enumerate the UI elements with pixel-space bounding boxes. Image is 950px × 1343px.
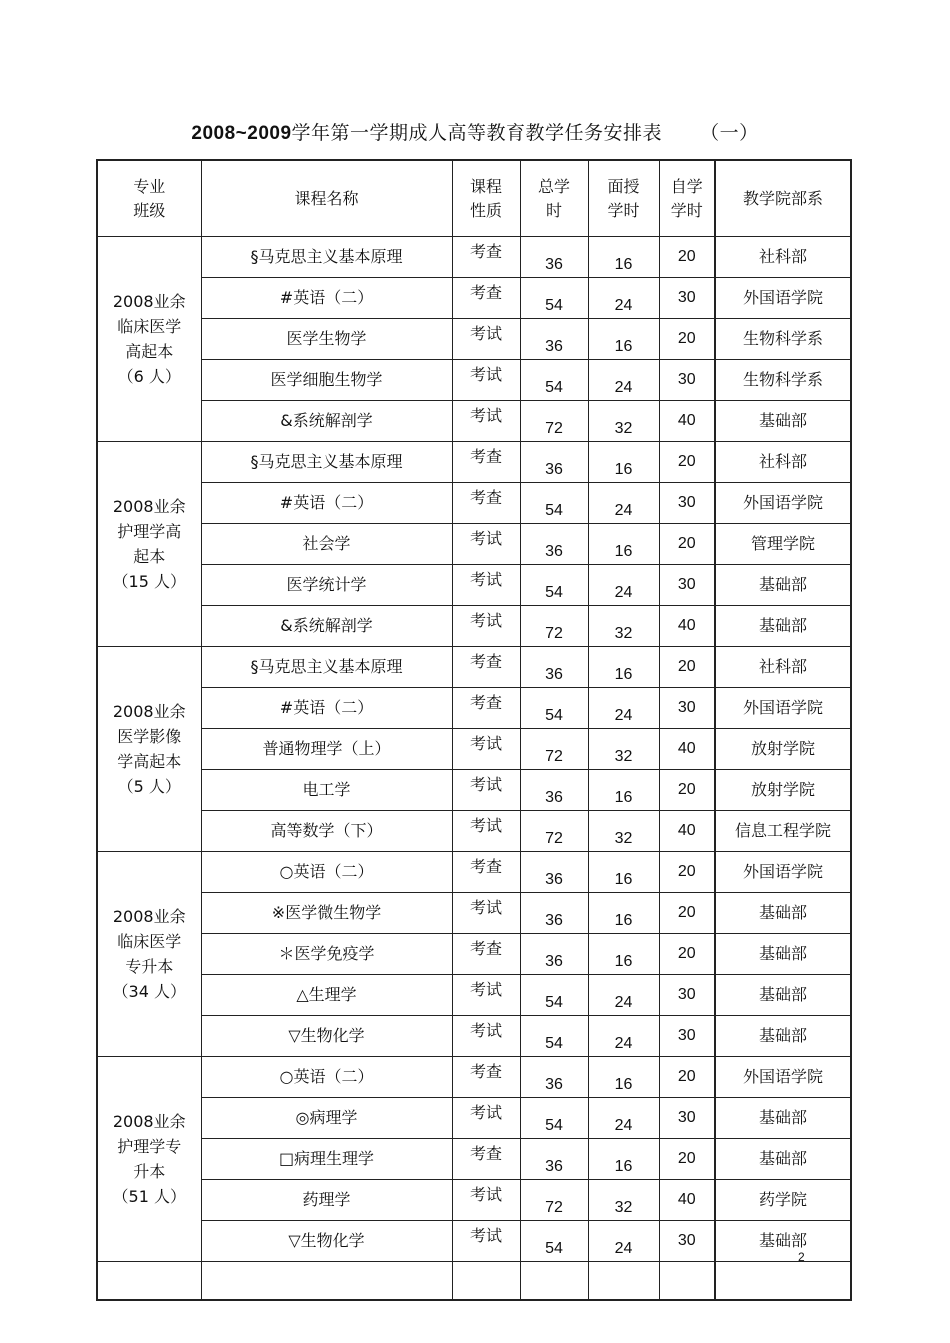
teaching-task-table [96, 159, 852, 1301]
self-study-hours-cell: 20 [659, 237, 715, 278]
department-cell: 基础部 [715, 893, 851, 934]
department-cell: 外国语学院 [715, 483, 851, 524]
table-row [97, 1221, 851, 1262]
self-study-hours-cell: 40 [659, 401, 715, 442]
class-cell [97, 442, 201, 647]
lecture-hours-cell: 16 [588, 893, 659, 934]
class-line: 2008业余 [112, 292, 186, 311]
course-name-cell: ▽生物化学 [201, 1221, 452, 1262]
self-study-hours-cell: 30 [659, 278, 715, 319]
total-hours-cell: 36 [520, 893, 588, 934]
course-name-cell: 社会学 [201, 524, 452, 565]
course-name-cell: ○英语（二） [201, 1057, 452, 1098]
class-line: （5 人） [117, 777, 181, 796]
self-study-hours-cell: 20 [659, 524, 715, 565]
course-nature-cell: 考试 [452, 319, 520, 360]
table-row [97, 647, 851, 688]
total-hours-cell: 36 [520, 1139, 588, 1180]
course-name-cell: &系统解剖学 [201, 401, 452, 442]
lecture-hours-cell: 32 [588, 811, 659, 852]
course-name-cell: #英语（二） [201, 278, 452, 319]
course-name-cell: #英语（二） [201, 688, 452, 729]
total-hours-cell: 36 [520, 1057, 588, 1098]
lecture-hours-cell: 24 [588, 1016, 659, 1057]
empty-cell [97, 1262, 201, 1301]
table-row [97, 237, 851, 278]
self-study-hours-cell: 30 [659, 975, 715, 1016]
total-hours-cell: 36 [520, 442, 588, 483]
total-hours-cell: 54 [520, 688, 588, 729]
class-line: 医学影像 [117, 727, 182, 746]
total-hours-cell: 54 [520, 565, 588, 606]
total-hours-cell: 36 [520, 319, 588, 360]
course-nature-cell: 考查 [452, 852, 520, 893]
course-name-cell: ＊医学免疫学 [201, 934, 452, 975]
table-row [97, 934, 851, 975]
lecture-hours-cell: 16 [588, 852, 659, 893]
department-cell: 放射学院 [715, 729, 851, 770]
total-hours-cell: 54 [520, 1221, 588, 1262]
table-row [97, 811, 851, 852]
lecture-hours-cell: 16 [588, 524, 659, 565]
lecture-hours-cell: 24 [588, 1221, 659, 1262]
total-hours-cell: 72 [520, 1180, 588, 1221]
table-row [97, 278, 851, 319]
class-line: 护理学专 [117, 1137, 182, 1156]
department-cell: 管理学院 [715, 524, 851, 565]
lecture-hours-cell: 24 [588, 688, 659, 729]
self-study-hours-cell: 40 [659, 729, 715, 770]
department-cell: 社科部 [715, 647, 851, 688]
department-cell: 社科部 [715, 442, 851, 483]
course-nature-cell: 考试 [452, 1221, 520, 1262]
course-name-cell: ▽生物化学 [201, 1016, 452, 1057]
total-hours-cell: 36 [520, 770, 588, 811]
department-cell: 基础部 [715, 565, 851, 606]
lecture-hours-cell: 24 [588, 565, 659, 606]
course-nature-cell: 考查 [452, 442, 520, 483]
course-nature-cell: 考查 [452, 1057, 520, 1098]
course-name-cell: §马克思主义基本原理 [201, 237, 452, 278]
department-cell: 基础部 [715, 975, 851, 1016]
course-nature-cell: 考试 [452, 770, 520, 811]
course-name-cell: △生理学 [201, 975, 452, 1016]
self-study-hours-cell: 20 [659, 893, 715, 934]
total-hours-cell: 54 [520, 278, 588, 319]
self-study-hours-cell: 30 [659, 483, 715, 524]
department-cell: 外国语学院 [715, 852, 851, 893]
table-row [97, 442, 851, 483]
table-row [97, 524, 851, 565]
lecture-hours-cell: 32 [588, 729, 659, 770]
class-line: 高起本 [125, 342, 174, 361]
total-hours-cell: 36 [520, 524, 588, 565]
lecture-hours-cell: 16 [588, 442, 659, 483]
empty-cell [588, 1262, 659, 1301]
class-line: 临床医学 [117, 317, 182, 336]
empty-cell [715, 1262, 851, 1301]
lecture-hours-cell: 16 [588, 237, 659, 278]
department-cell: 基础部 [715, 934, 851, 975]
title-main: 学年第一学期成人高等教育教学任务安排表 [291, 122, 663, 144]
course-name-cell: §马克思主义基本原理 [201, 442, 452, 483]
lecture-hours-cell: 16 [588, 770, 659, 811]
course-nature-cell: 考试 [452, 524, 520, 565]
table-row [97, 770, 851, 811]
self-study-hours-cell: 20 [659, 319, 715, 360]
total-hours-cell: 72 [520, 811, 588, 852]
self-study-hours-cell: 40 [659, 606, 715, 647]
title-suffix: （一） [700, 122, 759, 144]
class-line: （34 人） [112, 982, 186, 1001]
department-cell: 基础部 [715, 1221, 851, 1262]
empty-cell [659, 1262, 715, 1301]
self-study-hours-cell: 20 [659, 770, 715, 811]
course-name-cell: ◎病理学 [201, 1098, 452, 1139]
department-cell: 生物科学系 [715, 360, 851, 401]
department-cell: 基础部 [715, 1098, 851, 1139]
class-line: （51 人） [112, 1187, 186, 1206]
self-study-hours-cell: 20 [659, 934, 715, 975]
header-total-hours: 总学 时 [520, 160, 588, 237]
course-name-cell: &系统解剖学 [201, 606, 452, 647]
table-row [97, 1098, 851, 1139]
self-study-hours-cell: 30 [659, 688, 715, 729]
department-cell: 基础部 [715, 606, 851, 647]
class-line: 2008业余 [112, 702, 186, 721]
course-nature-cell: 考查 [452, 688, 520, 729]
course-name-cell: 高等数学（下） [201, 811, 452, 852]
empty-cell [201, 1262, 452, 1301]
table-row [97, 565, 851, 606]
table-row [97, 606, 851, 647]
header-major-class: 专业 班级 [97, 160, 201, 237]
class-cell [97, 852, 201, 1057]
course-name-cell: 普通物理学（上） [201, 729, 452, 770]
total-hours-cell: 72 [520, 606, 588, 647]
self-study-hours-cell: 30 [659, 1098, 715, 1139]
page-title [0, 118, 950, 145]
class-line: 2008业余 [112, 907, 186, 926]
lecture-hours-cell: 16 [588, 1139, 659, 1180]
course-name-cell: 医学生物学 [201, 319, 452, 360]
total-hours-cell: 36 [520, 647, 588, 688]
self-study-hours-cell: 30 [659, 1221, 715, 1262]
total-hours-cell: 54 [520, 1016, 588, 1057]
lecture-hours-cell: 32 [588, 401, 659, 442]
class-line: 2008业余 [112, 497, 186, 516]
department-cell: 外国语学院 [715, 1057, 851, 1098]
header-department: 教学院部系 [715, 160, 851, 237]
department-cell: 外国语学院 [715, 278, 851, 319]
class-line: 护理学高 [117, 522, 182, 541]
table-body [97, 237, 851, 1301]
total-hours-cell: 36 [520, 237, 588, 278]
class-cell [97, 237, 201, 442]
lecture-hours-cell: 32 [588, 606, 659, 647]
total-hours-cell: 36 [520, 934, 588, 975]
self-study-hours-cell: 40 [659, 811, 715, 852]
table-row [97, 401, 851, 442]
lecture-hours-cell: 24 [588, 483, 659, 524]
self-study-hours-cell: 20 [659, 647, 715, 688]
class-line: 学高起本 [117, 752, 182, 771]
class-cell [97, 1057, 201, 1262]
empty-row [97, 1262, 851, 1301]
course-name-cell: §马克思主义基本原理 [201, 647, 452, 688]
title-year-range: 2008~2009 [191, 123, 292, 144]
department-cell: 社科部 [715, 237, 851, 278]
table-row [97, 893, 851, 934]
course-name-cell: 药理学 [201, 1180, 452, 1221]
total-hours-cell: 54 [520, 1098, 588, 1139]
self-study-hours-cell: 40 [659, 1180, 715, 1221]
table-row [97, 688, 851, 729]
course-nature-cell: 考试 [452, 1098, 520, 1139]
class-line: 起本 [133, 547, 166, 566]
table-row [97, 319, 851, 360]
course-nature-cell: 考试 [452, 565, 520, 606]
course-nature-cell: 考试 [452, 729, 520, 770]
self-study-hours-cell: 20 [659, 1057, 715, 1098]
course-nature-cell: 考试 [452, 975, 520, 1016]
course-name-cell: ※医学微生物学 [201, 893, 452, 934]
table-row [97, 360, 851, 401]
table-row [97, 1139, 851, 1180]
course-nature-cell: 考查 [452, 934, 520, 975]
header-row [97, 160, 851, 237]
course-name-cell: 医学细胞生物学 [201, 360, 452, 401]
class-line: （15 人） [112, 572, 186, 591]
class-line: 升本 [133, 1162, 166, 1181]
department-cell: 信息工程学院 [715, 811, 851, 852]
course-nature-cell: 考查 [452, 1139, 520, 1180]
table-row [97, 729, 851, 770]
department-cell: 药学院 [715, 1180, 851, 1221]
course-name-cell: ○英语（二） [201, 852, 452, 893]
lecture-hours-cell: 32 [588, 1180, 659, 1221]
class-line: 2008业余 [112, 1112, 186, 1131]
course-nature-cell: 考查 [452, 278, 520, 319]
class-cell [97, 647, 201, 852]
total-hours-cell: 54 [520, 360, 588, 401]
empty-cell [452, 1262, 520, 1301]
course-nature-cell: 考查 [452, 647, 520, 688]
class-line: 专升本 [125, 957, 174, 976]
course-nature-cell: 考试 [452, 360, 520, 401]
course-name-cell: #英语（二） [201, 483, 452, 524]
empty-cell [520, 1262, 588, 1301]
table-row [97, 1180, 851, 1221]
table-row [97, 1057, 851, 1098]
course-name-cell: 医学统计学 [201, 565, 452, 606]
self-study-hours-cell: 30 [659, 1016, 715, 1057]
course-nature-cell: 考查 [452, 237, 520, 278]
course-nature-cell: 考试 [452, 811, 520, 852]
course-name-cell: □病理生理学 [201, 1139, 452, 1180]
self-study-hours-cell: 20 [659, 1139, 715, 1180]
class-line: （6 人） [117, 367, 181, 386]
course-nature-cell: 考试 [452, 401, 520, 442]
department-cell: 放射学院 [715, 770, 851, 811]
lecture-hours-cell: 24 [588, 360, 659, 401]
total-hours-cell: 54 [520, 483, 588, 524]
department-cell: 外国语学院 [715, 688, 851, 729]
total-hours-cell: 72 [520, 401, 588, 442]
course-name-cell: 电工学 [201, 770, 452, 811]
header-course-nature: 课程 性质 [452, 160, 520, 237]
total-hours-cell: 54 [520, 975, 588, 1016]
table-row [97, 852, 851, 893]
class-line: 临床医学 [117, 932, 182, 951]
department-cell: 生物科学系 [715, 319, 851, 360]
self-study-hours-cell: 30 [659, 565, 715, 606]
lecture-hours-cell: 16 [588, 934, 659, 975]
header-course-name: 课程名称 [201, 160, 452, 237]
course-nature-cell: 考试 [452, 1016, 520, 1057]
department-cell: 基础部 [715, 1016, 851, 1057]
table-row [97, 975, 851, 1016]
self-study-hours-cell: 30 [659, 360, 715, 401]
course-nature-cell: 考查 [452, 483, 520, 524]
lecture-hours-cell: 24 [588, 975, 659, 1016]
course-nature-cell: 考试 [452, 893, 520, 934]
total-hours-cell: 72 [520, 729, 588, 770]
header-lecture-hours: 面授 学时 [588, 160, 659, 237]
lecture-hours-cell: 16 [588, 1057, 659, 1098]
total-hours-cell: 36 [520, 852, 588, 893]
table-row [97, 1016, 851, 1057]
page-number: 2 [798, 1250, 805, 1264]
course-nature-cell: 考试 [452, 606, 520, 647]
department-cell: 基础部 [715, 401, 851, 442]
lecture-hours-cell: 16 [588, 319, 659, 360]
table-row [97, 483, 851, 524]
self-study-hours-cell: 20 [659, 852, 715, 893]
lecture-hours-cell: 24 [588, 1098, 659, 1139]
header-self-study-hours: 自学 学时 [659, 160, 715, 237]
department-cell: 基础部 [715, 1139, 851, 1180]
self-study-hours-cell: 20 [659, 442, 715, 483]
lecture-hours-cell: 16 [588, 647, 659, 688]
lecture-hours-cell: 24 [588, 278, 659, 319]
course-nature-cell: 考试 [452, 1180, 520, 1221]
